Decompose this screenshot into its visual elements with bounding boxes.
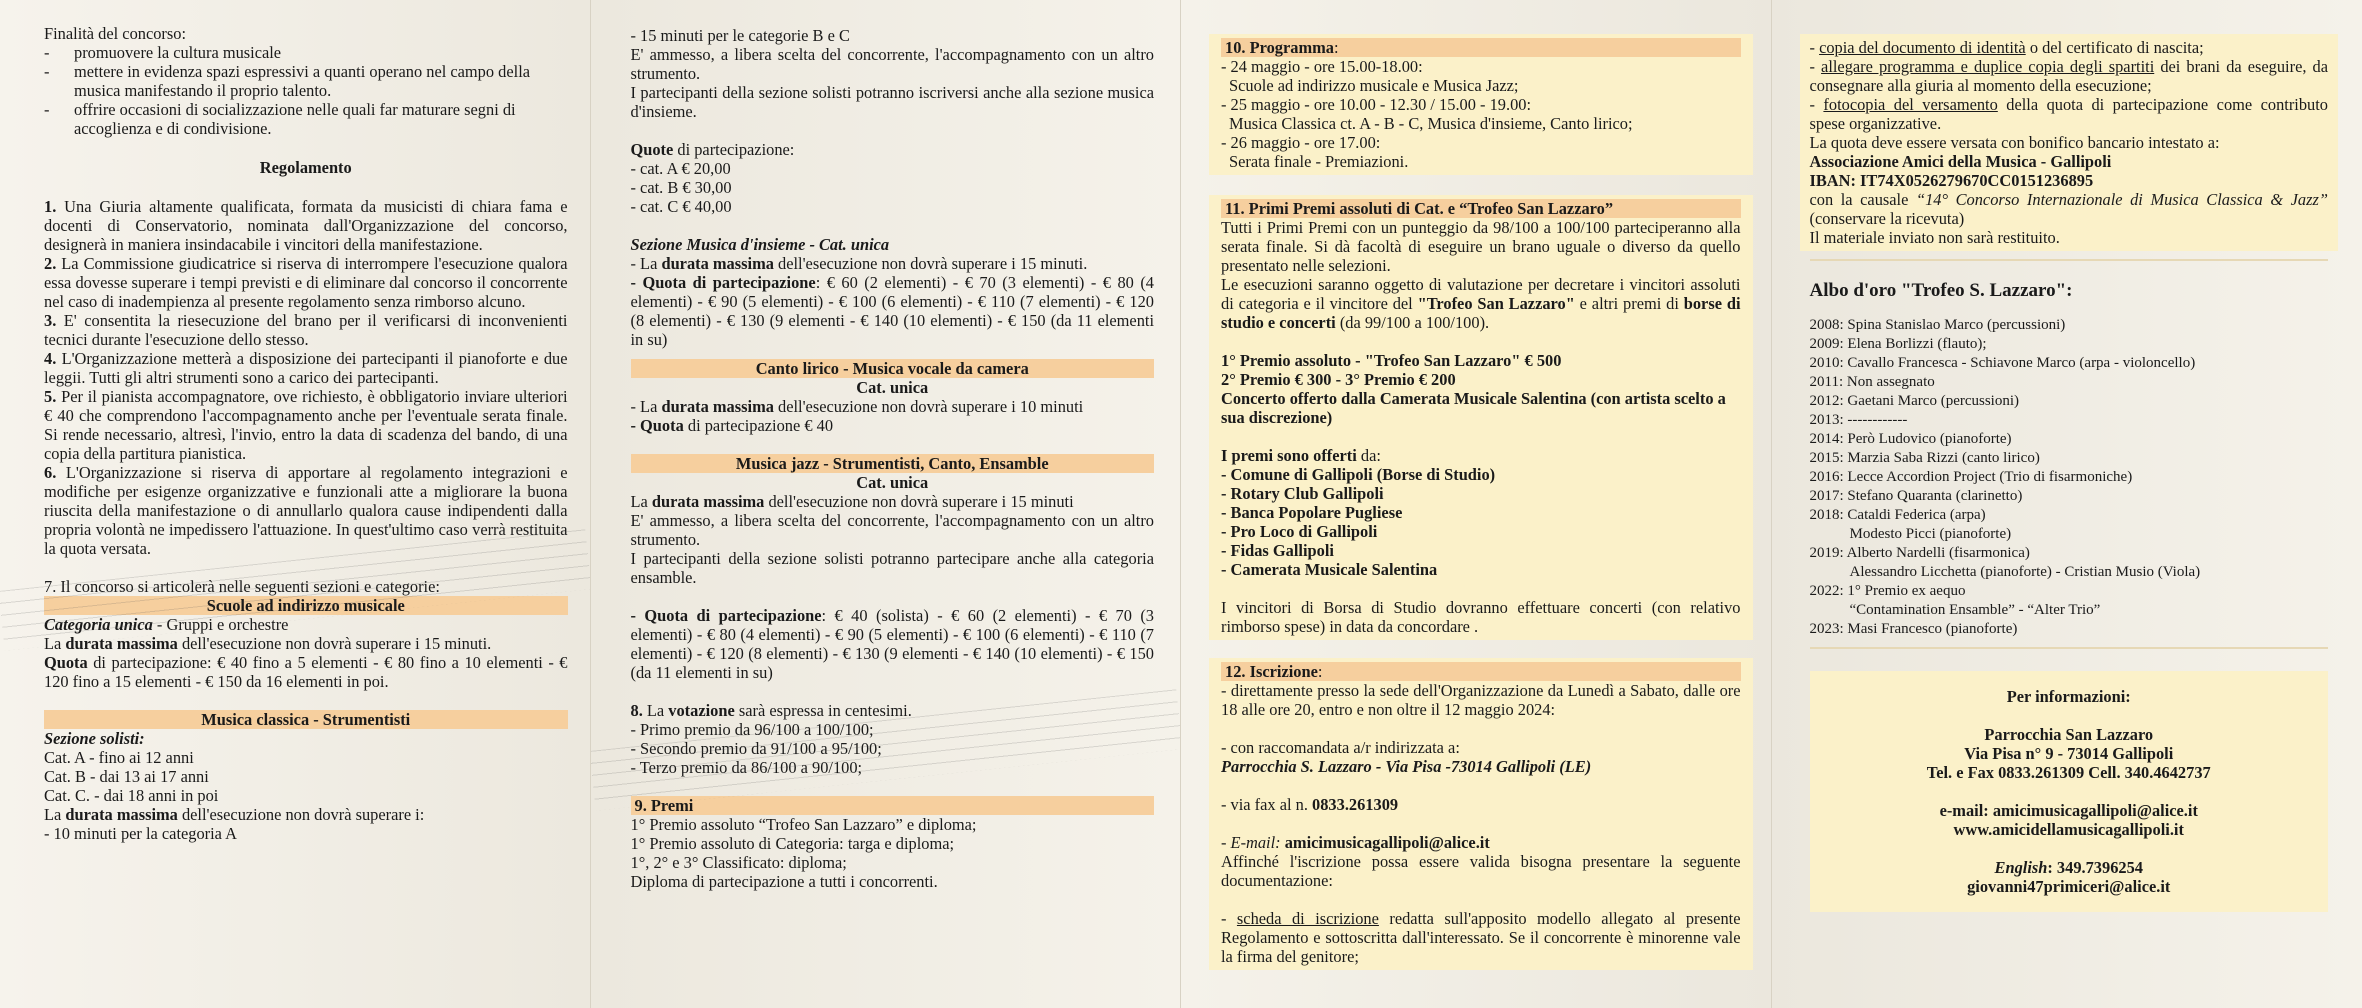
- section-bar-classica: Musica classica - Strumentisti: [44, 710, 568, 729]
- albo-item: 2012: Gaetani Marco (percussioni): [1809, 393, 2020, 409]
- premi-item: Diploma di partecipazione a tutti i concorrenti.: [630, 872, 938, 891]
- premi-item: 1° Premio assoluto “Trofeo San Lazzaro” e diploma;: [630, 815, 977, 834]
- albo-item: 2014: Però Ludovico (pianoforte): [1809, 431, 2012, 447]
- rule-item: 6. L'Organizzazione si riserva di apportare al regolamento integrazioni e modifiche per esigenze organizzative e funzionali atte a migliorare la buona riuscita della manifestazione o di annullarlo qualora cause indipendenti dalla propria volontà ne impedissero l'attuazione. In quest'ultimo caso verrà restituita la quota versata.: [44, 463, 568, 558]
- durata-cat-bc: - 15 minuti per le categorie B e C: [630, 26, 850, 45]
- cat-item: Cat. B - dai 13 ai 17 anni: [44, 767, 209, 786]
- section-bar-jazz: Musica jazz - Strumentisti, Canto, Ensamble: [631, 454, 1155, 473]
- albo-item: 2011: Non assegnato: [1809, 374, 1935, 390]
- documents-box: [1800, 34, 2339, 251]
- section-bar-premi: 9. Premi: [631, 796, 1155, 815]
- prize-2: 2° Premio € 300 - 3° Premio € 200: [1221, 370, 1456, 389]
- section-bar-iscrizione: 12. Iscrizione:: [1221, 662, 1741, 681]
- rules-list: [44, 197, 568, 558]
- rule-item: 1. Una Giuria altamente qualificata, formata da musicisti di chiara fama e docenti di Conservatorio, nominata dall'Organizzazione del concorso, designerà in maniera insindacabile i vincitori della manifestazione.: [44, 197, 568, 254]
- section-bar-canto: Canto lirico - Musica vocale da camera: [631, 359, 1155, 378]
- finalita-list: [44, 43, 568, 138]
- sponsor-item: - Banca Popolare Pugliese: [1221, 503, 1403, 522]
- albo-item: 2015: Marzia Saba Rizzi (canto lirico): [1809, 450, 2040, 466]
- durata-cat-a: - 10 minuti per la categoria A: [44, 824, 237, 843]
- info-email[interactable]: e-mail: amicimusicagallipoli@alice.it: [1939, 801, 2198, 820]
- albo-item: 2010: Cavallo Francesca - Schiavone Marco (arpa - violoncello): [1809, 355, 2196, 371]
- section-bar-primi-premi: 11. Primi Premi assoluti di Cat. e “Trofeo San Lazzaro”: [1221, 199, 1741, 218]
- scuole-quota: Quota di partecipazione: € 40 fino a 5 elementi - € 80 fino a 10 elementi - € 120 fino a 15 elementi - € 150 da 16 elementi in poi.: [44, 653, 568, 691]
- solisti-label: Sezione solisti:: [44, 729, 145, 748]
- doc-item: - copia del documento di identità o del certificato di nascita;: [1809, 38, 2204, 57]
- programma-item: - 25 maggio - ore 10.00 - 12.30 / 15.00 - 19.00:: [1221, 95, 1532, 114]
- quote-item: - cat. B € 30,00: [630, 178, 732, 197]
- email-line: - E-mail: amicimusicagallipoli@alice.it: [1221, 833, 1490, 852]
- insieme-quota: - Quota di partecipazione: € 60 (2 elementi) - € 70 (3 elementi) - € 80 (4 elementi) - € 90 (5 elementi) - € 100 (6 elementi) - € 110 (7 elementi) - € 120 (8 elementi) - € 130 (9 elementi - € 140 (10 elementi) - € 150 (da 11 elementi in su): [630, 273, 1154, 349]
- quota-note: La quota deve essere versata con bonifico bancario intestato a:: [1809, 133, 2220, 152]
- email-link[interactable]: amicimusicagallipoli@alice.it: [1284, 833, 1490, 852]
- borsa-note: I vincitori di Borsa di Studio dovranno effettuare concerti (con relativo rimborso spese) in data da concordare .: [1221, 598, 1741, 636]
- sponsor-item: - Camerata Musicale Salentina: [1221, 560, 1438, 579]
- jazz-note: I partecipanti della sezione solisti potranno partecipare anche alla categoria ensamble.: [630, 549, 1154, 587]
- prize-1: 1° Premio assoluto - "Trofeo San Lazzaro" € 500: [1221, 351, 1562, 370]
- votazione-item: - Secondo premio da 91/100 a 95/100;: [630, 739, 882, 758]
- albo-item: 2017: Stefano Quaranta (clarinetto): [1809, 488, 2023, 504]
- canto-cat: Cat. unica: [856, 378, 929, 397]
- iban: IBAN: IT74X0526279670CC0151236895: [1809, 171, 2094, 190]
- sponsor-item: - Rotary Club Gallipoli: [1221, 484, 1384, 503]
- votazione-title: 8. La votazione sarà espressa in centesimi.: [630, 701, 912, 720]
- jazz-ammesso: E' ammesso, a libera scelta del concorrente, l'accompagnamento con un altro strumento.: [630, 511, 1154, 549]
- info-address: Via Pisa n° 9 - 73014 Gallipoli: [1964, 744, 2174, 763]
- finalita-item: - mettere in evidenza spazi espressivi a quanti operano nel campo della musica manifestando il proprio talento.: [44, 62, 568, 100]
- causale: con la causale “14° Concorso Internazionale di Musica Classica & Jazz” (conservare la ricevuta): [1809, 190, 2328, 228]
- programma-item: Scuole ad indirizzo musicale e Musica Jazz;: [1229, 76, 1519, 95]
- finalita-title: Finalità del concorso:: [44, 24, 187, 43]
- quote-title: Quote di partecipazione:: [630, 140, 795, 159]
- jazz-durata: La durata massima dell'esecuzione non dovrà superare i 15 minuti: [630, 492, 1074, 511]
- jazz-cat: Cat. unica: [856, 473, 929, 492]
- rule-7: 7. Il concorso si articolerà nelle seguenti sezioni e categorie:: [44, 577, 440, 596]
- canto-quota: - Quota di partecipazione € 40: [630, 416, 834, 435]
- panel-info: [1772, 0, 2362, 1008]
- info-website[interactable]: www.amicidellamusicagallipoli.it: [1953, 820, 2184, 839]
- albo-item: 2013: ------------: [1809, 412, 1908, 428]
- raccomandata: - con raccomandata a/r indirizzata a:: [1221, 738, 1460, 757]
- info-english: English: 349.7396254: [1994, 858, 2143, 877]
- classica-durata: La durata massima dell'esecuzione non dovrà superare i:: [44, 805, 425, 824]
- divider: [1810, 259, 2329, 261]
- albo-item: Alessandro Licchetta (pianoforte) - Cristian Musio (Viola): [1849, 564, 2201, 580]
- iscrizione-text: - direttamente presso la sede dell'Organizzazione da Lunedì a Sabato, dalle ore 18 alle ore 20, entro e non oltre il 12 maggio 2024:: [1221, 681, 1741, 719]
- albo-list: [1810, 316, 2329, 639]
- ammesso-note: E' ammesso, a libera scelta del concorrente, l'accompagnamento con un altro strumento.: [630, 45, 1154, 83]
- panel-sezioni: [591, 0, 1182, 1008]
- primi-premi-box: [1209, 195, 1753, 640]
- address: Parrocchia S. Lazzaro - Via Pisa -73014 Gallipoli (LE): [1221, 757, 1592, 776]
- premi-item: 1° Premio assoluto di Categoria: targa e diploma;: [630, 834, 955, 853]
- votazione-item: - Primo premio da 96/100 a 100/100;: [630, 720, 874, 739]
- votazione-item: - Terzo premio da 86/100 a 90/100;: [630, 758, 863, 777]
- cat-item: Cat. C. - dai 18 anni in poi: [44, 786, 219, 805]
- cat-item: Cat. A - fino ai 12 anni: [44, 748, 194, 767]
- insieme-title: Sezione Musica d'insieme - Cat. unica: [630, 235, 890, 254]
- section-bar-programma: 10. Programma:: [1221, 38, 1741, 57]
- albo-item: 2016: Lecce Accordion Project (Trio di fisarmoniche): [1809, 469, 2133, 485]
- regolamento-title: Regolamento: [259, 158, 352, 177]
- quote-item: - cat. A € 20,00: [630, 159, 731, 178]
- divider: [1810, 647, 2329, 649]
- rule-item: 3. E' consentita la riesecuzione del brano per il verificarsi di inconvenienti tecnici durante l'esecuzione dello stesso.: [44, 311, 568, 349]
- canto-durata: - La durata massima dell'esecuzione non dovrà superare i 10 minuti: [630, 397, 1084, 416]
- insieme-durata: - La durata massima dell'esecuzione non dovrà superare i 15 minuti.: [630, 254, 1088, 273]
- primi-text: Tutti i Primi Premi con un punteggio da 98/100 a 100/100 parteciperanno alla serata finale. Si dà facoltà di eseguire un brano uguale o diverso da quello presentato nelle selezioni.: [1221, 218, 1741, 275]
- offerti-title: I premi sono offerti da:: [1221, 446, 1381, 465]
- info-english-email[interactable]: giovanni47primiceri@alice.it: [1967, 877, 2171, 896]
- panel-regolamento: [0, 0, 591, 1008]
- jazz-quota: - Quota di partecipazione: € 40 (solista) - € 60 (2 elementi) - € 70 (3 elementi) - € 80 (4 elementi) - € 90 (5 elementi) - € 100 (6 elementi) - € 110 (7 elementi) - € 120 (8 elementi) - € 130 (9 elementi - € 140 (10 elementi) - € 150 (da 11 elementi in su): [630, 606, 1154, 682]
- sponsor-item: - Pro Loco di Gallipoli: [1221, 522, 1378, 541]
- finalita-item: - promuovere la cultura musicale: [44, 43, 568, 62]
- albo-item: 2018: Cataldi Federica (arpa): [1809, 507, 1986, 523]
- primi-text: Le esecuzioni saranno oggetto di valutazione per decretare i vincitori assoluti di categoria e il vincitore del "Trofeo San Lazzaro" e altri premi di borse di studio e concerti (da 99/100 a 100/100).: [1221, 275, 1741, 332]
- panel-programma: [1181, 0, 1772, 1008]
- info-tel: Tel. e Fax 0833.261309 Cell. 340.4642737: [1926, 763, 2211, 782]
- albo-item: 2008: Spina Stanislao Marco (percussioni): [1809, 317, 2066, 333]
- premi-item: 1°, 2° e 3° Classificato: diploma;: [630, 853, 847, 872]
- albo-title: Albo d'oro "Trofeo S. Lazzaro":: [1809, 280, 2073, 301]
- programma-item: - 24 maggio - ore 15.00-18.00:: [1221, 57, 1423, 76]
- rule-item: 5. Per il pianista accompagnatore, ove richiesto, è obbligatorio inviare ulteriori € 40 che comprendono l'accompagnamento anche per l'eventuale serata finale. Si rende necessario, altresì, l'invio, entro la data di scadenza del bando, di una copia della partitura pianistica.: [44, 387, 568, 463]
- solisti-note: I partecipanti della sezione solisti potranno iscriversi anche alla sezione musica d'insieme.: [630, 83, 1154, 121]
- albo-item: “Contamination Ensamble” - “Alter Trio”: [1849, 602, 2101, 618]
- programma-item: Musica Classica ct. A - B - C, Musica d'insieme, Canto lirico;: [1229, 114, 1633, 133]
- section-bar-scuole: Scuole ad indirizzo musicale: [44, 596, 568, 615]
- rule-item: 4. L'Organizzazione metterà a disposizione dei partecipanti il pianoforte e due leggii. Tutti gli altri strumenti sono a carico dei partecipanti.: [44, 349, 568, 387]
- programma-box: [1209, 34, 1753, 175]
- sponsor-item: - Fidas Gallipoli: [1221, 541, 1334, 560]
- programma-item: - 26 maggio - ore 17.00:: [1221, 133, 1381, 152]
- info-box: [1810, 671, 2329, 912]
- albo-item: 2023: Masi Francesco (pianoforte): [1809, 621, 2018, 637]
- scuole-categoria: Categoria unica - Gruppi e orchestre: [44, 615, 289, 634]
- programma-item: Serata finale - Premiazioni.: [1229, 152, 1409, 171]
- scuole-durata: La durata massima dell'esecuzione non dovrà superare i 15 minuti.: [44, 634, 492, 653]
- quote-item: - cat. C € 40,00: [630, 197, 732, 216]
- restituito: Il materiale inviato non sarà restituito.: [1809, 228, 2060, 247]
- albo-item: 2019: Alberto Nardelli (fisarmonica): [1809, 545, 2030, 561]
- info-name: Parrocchia San Lazzaro: [1984, 725, 2154, 744]
- association-name: Associazione Amici della Musica - Gallipoli: [1809, 152, 2112, 171]
- affinche: Affinché l'iscrizione possa essere valida bisogna presentare la seguente documentazione:: [1221, 852, 1741, 890]
- doc-item: - allegare programma e duplice copia degli spartiti dei brani da eseguire, da consegnare alla giuria al momento della esecuzione;: [1809, 57, 2328, 95]
- concerto: Concerto offerto dalla Camerata Musicale Salentina (con artista scelto a sua discrezione): [1221, 389, 1726, 427]
- finalita-item: - offrire occasioni di socializzazione nelle quali far maturare segni di accoglienza e di condivisione.: [44, 100, 568, 138]
- sponsor-item: - Comune di Gallipoli (Borse di Studio): [1221, 465, 1496, 484]
- rule-item: 2. La Commissione giudicatrice si riserva di interrompere l'esecuzione qualora essa dovesse superare i tempi previsti e di eliminare dal concorso il concorrente nel caso di inadempienza al presente regolamento senza rimborso alcuno.: [44, 254, 568, 311]
- iscrizione-box: [1209, 658, 1753, 970]
- scheda-iscrizione: - scheda di iscrizione redatta sull'apposito modello allegato al presente Regolamento e sottoscritta dall'interessato. Se il concorrente è minorenne vale la firma del genitore;: [1221, 909, 1741, 966]
- albo-item: 2022: 1° Premio ex aequo: [1809, 583, 1966, 599]
- albo-item: Modesto Picci (pianoforte): [1849, 526, 2012, 542]
- fax: - via fax al n. 0833.261309: [1221, 795, 1399, 814]
- albo-item: 2009: Elena Borlizzi (flauto);: [1809, 336, 1987, 352]
- doc-item: - fotocopia del versamento della quota di partecipazione come contributo spese organizzative.: [1809, 95, 2328, 133]
- info-title: Per informazioni:: [2006, 687, 2131, 706]
